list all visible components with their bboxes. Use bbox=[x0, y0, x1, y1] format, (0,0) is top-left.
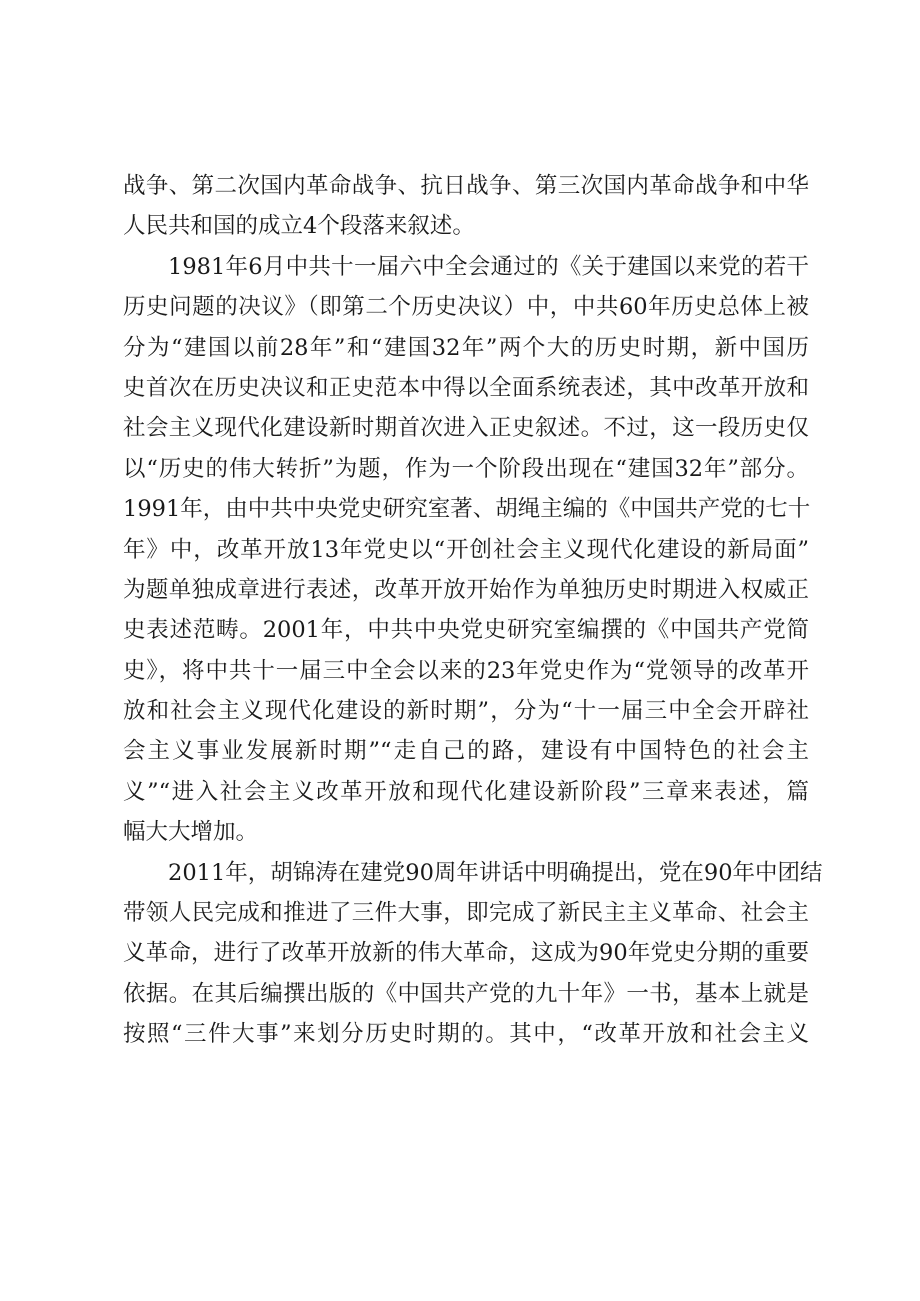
text-line: 依据。在其后编撰出版的《中国共产党的九十年》一书，基本上就是 bbox=[123, 980, 809, 1007]
text-line: 义”“进入社会主义改革开放和现代化建设新阶段”三章来表述，篇 bbox=[123, 778, 809, 805]
document-body bbox=[123, 166, 823, 1055]
text-line: 义革命，进行了改革开放新的伟大革命，这成为90年党史分期的重要 bbox=[123, 940, 809, 967]
paragraph bbox=[123, 166, 809, 247]
text-line: 放和社会主义现代化建设的新时期”，分为“十一届三中全会开辟社 bbox=[123, 698, 809, 725]
text-line: 年》中，改革开放13年党史以“开创社会主义现代化建设的新局面” bbox=[123, 536, 809, 563]
text-line: 2011年，胡锦涛在建党90周年讲话中明确提出，党在90年中团结 bbox=[168, 859, 823, 886]
paragraph bbox=[123, 247, 809, 853]
text-line: 历史问题的决议》（即第二个历史决议）中，中共60年历史总体上被 bbox=[123, 294, 809, 321]
text-line: 1991年，由中共中央党史研究室著、胡绳主编的《中国共产党的七十 bbox=[123, 496, 811, 523]
text-line: 史》，将中共十一届三中全会以来的23年党史作为“党领导的改革开 bbox=[123, 657, 809, 684]
text-line: 人民共和国的成立4个段落来叙述。 bbox=[123, 213, 475, 240]
text-line: 史首次在历史决议和正史范本中得以全面系统表述，其中改革开放和 bbox=[123, 374, 809, 401]
text-line: 史表述范畴。2001年，中共中央党史研究室编撰的《中国共产党简 bbox=[123, 617, 809, 644]
text-line: 社会主义现代化建设新时期首次进入正史叙述。不过，这一段历史仅 bbox=[123, 415, 809, 442]
text-line: 按照“三件大事”来划分历史时期的。其中，“改革开放和社会主义 bbox=[123, 1021, 809, 1048]
text-line: 分为“建国以前28年”和“建国32年”两个大的历史时期，新中国历 bbox=[123, 334, 809, 361]
text-line: 会主义事业发展新时期”“走自己的路，建设有中国特色的社会主 bbox=[123, 738, 809, 765]
text-line: 带领人民完成和推进了三件大事，即完成了新民主主义革命、社会主 bbox=[123, 900, 809, 927]
text-line: 为题单独成章进行表述，改革开放开始作为单独历史时期进入权威正 bbox=[123, 576, 809, 603]
text-line: 1981年6月中共十一届六中全会通过的《关于建国以来党的若干 bbox=[168, 253, 809, 280]
paragraph bbox=[123, 853, 823, 1055]
text-line: 幅大大增加。 bbox=[123, 819, 259, 846]
text-line: 战争、第二次国内革命战争、抗日战争、第三次国内革命战争和中华 bbox=[123, 173, 809, 199]
text-line: 以“历史的伟大转折”为题，作为一个阶段出现在“建国32年”部分。 bbox=[123, 455, 809, 482]
